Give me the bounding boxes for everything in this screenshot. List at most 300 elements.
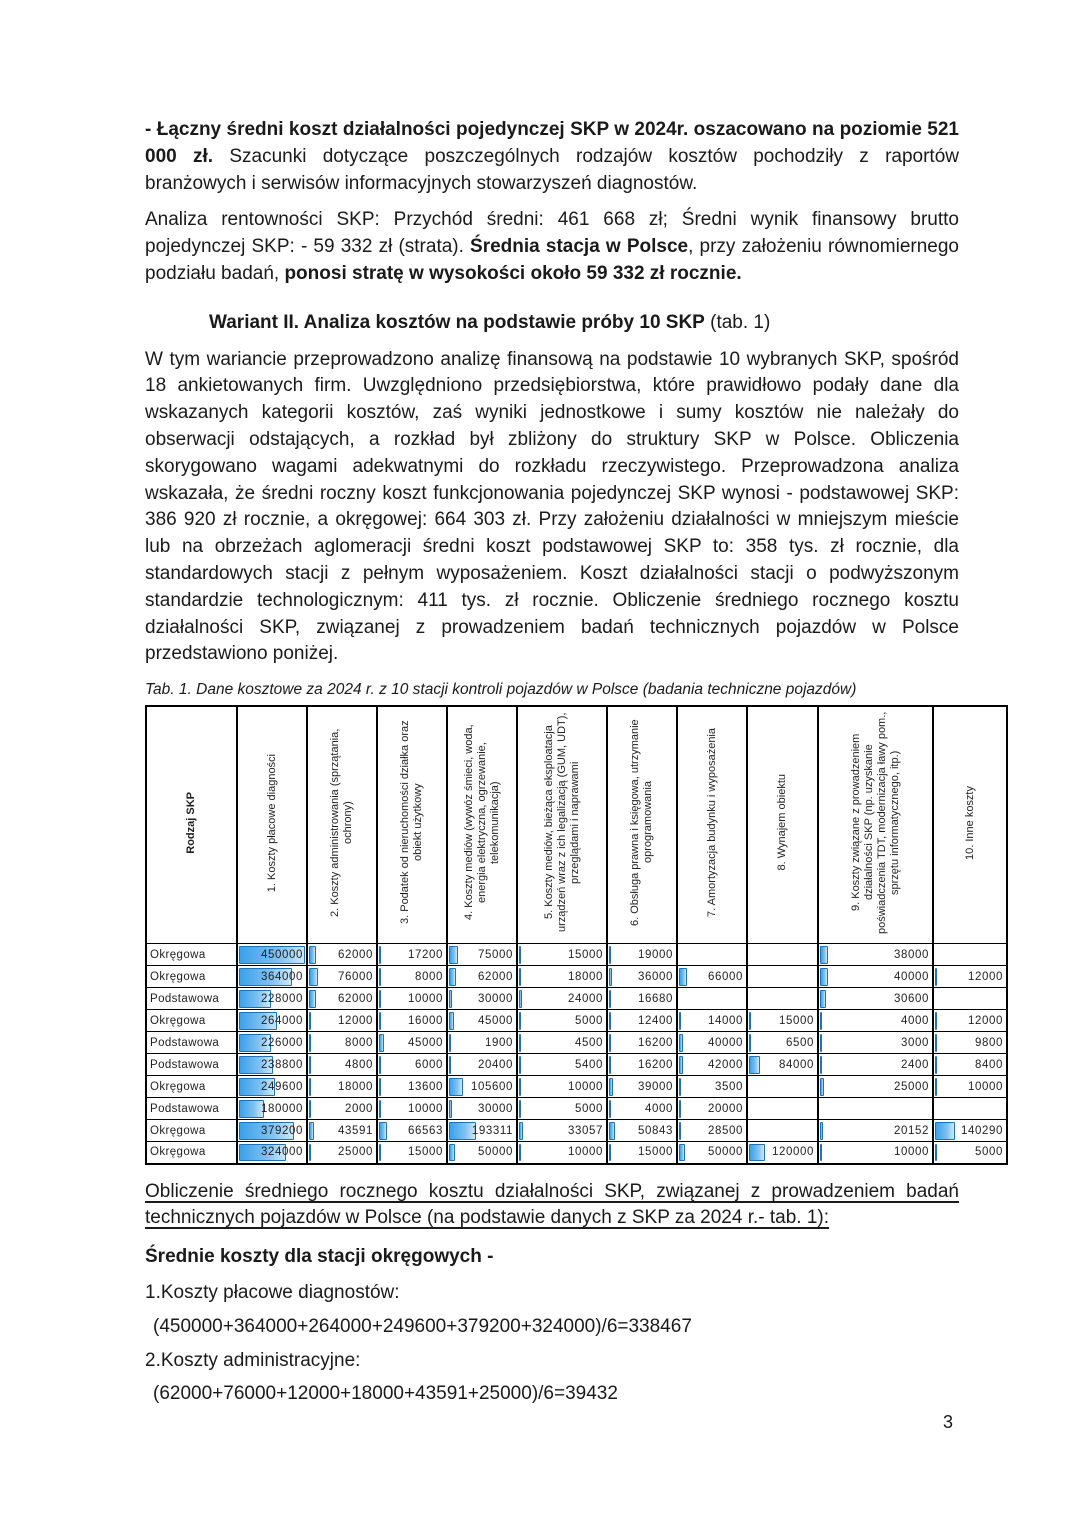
value-cell bbox=[447, 988, 517, 1010]
cell-value: 30600 bbox=[894, 992, 929, 1005]
cell-value: 66000 bbox=[708, 970, 743, 983]
value-cell bbox=[517, 1120, 607, 1142]
value-cell bbox=[237, 1010, 307, 1032]
column-header-label: 10. Inne koszty bbox=[963, 785, 976, 860]
value-cell bbox=[237, 966, 307, 988]
value-cell bbox=[818, 1032, 933, 1054]
value-cell bbox=[607, 1010, 677, 1032]
cell-value: 5400 bbox=[575, 1058, 603, 1071]
value-cell bbox=[933, 1076, 1007, 1098]
data-bar bbox=[935, 1012, 937, 1030]
value-cell bbox=[818, 1076, 933, 1098]
value-cell bbox=[818, 1120, 933, 1142]
value-cell bbox=[747, 1142, 818, 1164]
value-cell bbox=[677, 1120, 747, 1142]
data-bar bbox=[820, 1034, 822, 1052]
cell-value: 40000 bbox=[894, 970, 929, 983]
cell-value: 15000 bbox=[408, 1146, 443, 1159]
value-cell bbox=[747, 1120, 818, 1142]
item1-formula: (450000+364000+264000+249600+379200+324000)/6=338467 bbox=[153, 1315, 692, 1337]
data-bar bbox=[609, 946, 611, 964]
column-header bbox=[517, 706, 607, 944]
cell-value: 2400 bbox=[901, 1058, 929, 1071]
value-cell bbox=[677, 1076, 747, 1098]
value-cell bbox=[818, 1054, 933, 1076]
value-cell bbox=[818, 966, 933, 988]
cell-value: 5000 bbox=[575, 1102, 603, 1115]
column-header bbox=[933, 706, 1007, 944]
value-cell bbox=[377, 944, 447, 966]
section-heading-normal: (tab. 1) bbox=[704, 311, 771, 333]
data-bar bbox=[935, 1034, 937, 1052]
value-cell bbox=[517, 966, 607, 988]
column-header bbox=[447, 706, 517, 944]
value-cell bbox=[517, 1010, 607, 1032]
cell-value: 379200 bbox=[261, 1124, 303, 1137]
cell-value: 39000 bbox=[638, 1080, 673, 1093]
value-cell bbox=[747, 1076, 818, 1098]
cell-value: 20000 bbox=[708, 1102, 743, 1115]
value-cell bbox=[677, 1054, 747, 1076]
cell-value: 66563 bbox=[408, 1124, 443, 1137]
column-header bbox=[677, 706, 747, 944]
cell-value: 450000 bbox=[261, 948, 303, 961]
data-bar bbox=[309, 1100, 311, 1118]
profitability-bold-1: Średnia stacja w Polsce bbox=[470, 236, 689, 258]
data-bar bbox=[449, 1034, 451, 1052]
cell-value: 19000 bbox=[638, 948, 673, 961]
value-cell bbox=[447, 1142, 517, 1164]
value-cell bbox=[377, 1010, 447, 1032]
data-bar bbox=[449, 1144, 455, 1162]
value-cell bbox=[517, 988, 607, 1010]
column-header-rodzaj-skp bbox=[146, 706, 237, 944]
cell-value: 30000 bbox=[478, 1102, 513, 1115]
data-bar bbox=[309, 968, 318, 986]
data-bar bbox=[679, 1078, 681, 1096]
value-cell bbox=[677, 988, 747, 1010]
data-bar bbox=[379, 1012, 381, 1030]
station-type-cell: Okręgowa bbox=[146, 1010, 237, 1032]
cell-value: 16200 bbox=[638, 1036, 673, 1049]
column-header-label: 9. Koszty związane z prowadzeniem działalności SKP (np. uzyskanie poświadczenia TDT, modernizacja ławy pom., sprzętu informatycznego, itp.) bbox=[849, 711, 901, 934]
value-cell bbox=[307, 1032, 377, 1054]
cell-value: 62000 bbox=[338, 992, 373, 1005]
data-bar bbox=[309, 1122, 314, 1140]
value-cell bbox=[447, 944, 517, 966]
closing-underlined-heading bbox=[145, 1179, 959, 1233]
data-bar bbox=[820, 946, 828, 964]
cell-value: 15000 bbox=[779, 1014, 814, 1027]
cell-value: 20152 bbox=[894, 1124, 929, 1137]
value-cell bbox=[677, 966, 747, 988]
value-cell bbox=[818, 1010, 933, 1032]
data-bar bbox=[519, 1034, 521, 1052]
data-bar bbox=[820, 1122, 823, 1140]
value-cell bbox=[933, 1032, 1007, 1054]
cell-value: 193311 bbox=[471, 1124, 513, 1137]
cell-value: 50000 bbox=[478, 1146, 513, 1159]
cell-value: 8400 bbox=[975, 1058, 1003, 1071]
data-bar bbox=[679, 968, 687, 986]
paragraph-total-cost-rest: Szacunki dotyczące poszczególnych rodzajów kosztów pochodziły z raportów branżowych i serwisów informacyjnych stowarzyszeń diagnostów. bbox=[145, 145, 959, 194]
data-bar bbox=[449, 946, 458, 964]
column-header bbox=[747, 706, 818, 944]
data-bar bbox=[820, 1078, 824, 1096]
cell-value: 4500 bbox=[575, 1036, 603, 1049]
cell-value: 4000 bbox=[645, 1102, 673, 1115]
data-bar bbox=[935, 1122, 955, 1140]
data-bar bbox=[519, 1012, 521, 1030]
cell-value: 50843 bbox=[638, 1124, 673, 1137]
value-cell bbox=[747, 1098, 818, 1120]
value-cell bbox=[747, 966, 818, 988]
item1-label: 1.Koszty płacowe diagnostów: bbox=[145, 1282, 400, 1304]
data-bar bbox=[449, 990, 452, 1008]
value-cell bbox=[447, 1032, 517, 1054]
table-row bbox=[146, 988, 1007, 1010]
table-body bbox=[146, 944, 1007, 1164]
cell-value: 3500 bbox=[715, 1080, 743, 1093]
cell-value: 4800 bbox=[345, 1058, 373, 1071]
cell-value: 10000 bbox=[894, 1146, 929, 1159]
data-bar bbox=[519, 946, 521, 964]
value-cell bbox=[677, 1098, 747, 1120]
data-bar bbox=[309, 1144, 311, 1162]
cell-value: 324000 bbox=[261, 1146, 303, 1159]
cell-value: 17200 bbox=[408, 948, 443, 961]
cell-value: 25000 bbox=[338, 1146, 373, 1159]
cell-value: 50000 bbox=[708, 1146, 743, 1159]
value-cell bbox=[933, 1098, 1007, 1120]
data-bar bbox=[309, 1012, 311, 1030]
cell-value: 10000 bbox=[408, 992, 443, 1005]
data-bar bbox=[449, 968, 456, 986]
value-cell bbox=[237, 988, 307, 1010]
item2-label: 2.Koszty administracyjne: bbox=[145, 1349, 361, 1371]
column-header-label: 2. Koszty administrowania (sprzątania, ochrony) bbox=[329, 728, 354, 917]
data-bar bbox=[379, 946, 381, 964]
cell-value: 140290 bbox=[961, 1124, 1003, 1137]
cell-value: 10000 bbox=[408, 1102, 443, 1115]
profitability-text-2: , przy założeniu równomiernego podziału badań, bbox=[145, 236, 959, 284]
cell-value: 20400 bbox=[478, 1058, 513, 1071]
cell-value: 105600 bbox=[471, 1080, 513, 1093]
data-bar bbox=[379, 1122, 387, 1140]
cost-table bbox=[145, 705, 1008, 1165]
station-type-cell: Okręgowa bbox=[146, 1120, 237, 1142]
data-bar bbox=[749, 1034, 751, 1052]
station-type-cell: Podstawowa bbox=[146, 1098, 237, 1120]
data-bar bbox=[609, 968, 612, 986]
data-bar bbox=[679, 1034, 683, 1052]
data-bar bbox=[609, 1078, 613, 1096]
data-bar bbox=[309, 946, 316, 964]
data-bar bbox=[679, 1144, 685, 1162]
value-cell bbox=[677, 1032, 747, 1054]
value-cell bbox=[307, 1142, 377, 1164]
value-cell bbox=[377, 1142, 447, 1164]
cell-value: 364000 bbox=[261, 970, 303, 983]
column-header bbox=[818, 706, 933, 944]
data-bar bbox=[609, 1056, 611, 1074]
cell-value: 28500 bbox=[708, 1124, 743, 1137]
data-bar bbox=[379, 968, 381, 986]
cell-value: 62000 bbox=[338, 948, 373, 961]
cell-value: 6000 bbox=[415, 1058, 443, 1071]
cell-value: 33057 bbox=[568, 1124, 603, 1137]
cell-value: 10000 bbox=[968, 1080, 1003, 1093]
cell-value: 36000 bbox=[638, 970, 673, 983]
value-cell bbox=[747, 988, 818, 1010]
closing-underlined-text: Obliczenie średniego rocznego kosztu działalności SKP, związanej z prowadzeniem badań technicznych pojazdów w Polsce (na podstawie danych z SKP za 2024 r.- tab. 1): bbox=[145, 1180, 959, 1229]
cell-value: 43591 bbox=[338, 1124, 373, 1137]
cell-value: 25000 bbox=[894, 1080, 929, 1093]
cell-value: 16200 bbox=[638, 1058, 673, 1071]
data-bar bbox=[379, 990, 381, 1008]
cell-value: 9800 bbox=[975, 1036, 1003, 1049]
value-cell bbox=[747, 1010, 818, 1032]
value-cell bbox=[307, 1076, 377, 1098]
value-cell bbox=[237, 1076, 307, 1098]
cell-value: 4000 bbox=[901, 1014, 929, 1027]
data-bar bbox=[379, 1078, 381, 1096]
data-bar bbox=[679, 1100, 681, 1118]
data-bar bbox=[379, 1144, 381, 1162]
data-bar bbox=[935, 1078, 937, 1096]
data-bar bbox=[449, 1056, 451, 1074]
value-cell bbox=[237, 1142, 307, 1164]
value-cell bbox=[237, 1120, 307, 1142]
cell-value: 18000 bbox=[338, 1080, 373, 1093]
station-type-cell: Podstawowa bbox=[146, 988, 237, 1010]
cell-value: 76000 bbox=[338, 970, 373, 983]
section-heading-bold: Wariant II. Analiza kosztów na podstawie próby 10 SKP bbox=[209, 311, 705, 333]
value-cell bbox=[747, 1054, 818, 1076]
data-bar bbox=[935, 968, 937, 986]
value-cell bbox=[377, 1076, 447, 1098]
table-row bbox=[146, 1054, 1007, 1076]
data-bar bbox=[679, 1122, 681, 1140]
cell-value: 12400 bbox=[638, 1014, 673, 1027]
value-cell bbox=[747, 944, 818, 966]
station-type-cell: Podstawowa bbox=[146, 1032, 237, 1054]
value-cell bbox=[677, 1142, 747, 1164]
value-cell bbox=[447, 1098, 517, 1120]
value-cell bbox=[818, 1142, 933, 1164]
value-cell bbox=[307, 966, 377, 988]
data-bar bbox=[519, 1122, 523, 1140]
value-cell bbox=[607, 1032, 677, 1054]
cell-value: 13600 bbox=[408, 1080, 443, 1093]
table-row bbox=[146, 966, 1007, 988]
value-cell bbox=[677, 1010, 747, 1032]
cell-value: 15000 bbox=[568, 948, 603, 961]
data-bar bbox=[820, 1144, 822, 1162]
cell-value: 5000 bbox=[975, 1146, 1003, 1159]
closing-bold-line: Średnie koszty dla stacji okręgowych - bbox=[145, 1246, 494, 1268]
column-header-label: 3. Podatek od nieruchomości działka oraz obiekt użytkowy bbox=[399, 720, 424, 925]
cell-value: 16680 bbox=[638, 992, 673, 1005]
cell-value: 10000 bbox=[568, 1080, 603, 1093]
cell-value: 45000 bbox=[478, 1014, 513, 1027]
value-cell bbox=[517, 1142, 607, 1164]
data-bar bbox=[679, 1012, 681, 1030]
value-cell bbox=[237, 1098, 307, 1120]
column-header-label: 7. Amortyzacja budynku i wyposażenia bbox=[705, 728, 718, 918]
value-cell bbox=[377, 988, 447, 1010]
paragraph-total-cost bbox=[145, 117, 959, 197]
cell-value: 12000 bbox=[338, 1014, 373, 1027]
cell-value: 8000 bbox=[345, 1036, 373, 1049]
cell-value: 45000 bbox=[408, 1036, 443, 1049]
value-cell bbox=[307, 944, 377, 966]
value-cell bbox=[447, 1054, 517, 1076]
data-bar bbox=[609, 1100, 611, 1118]
table-row bbox=[146, 1120, 1007, 1142]
table-header-row bbox=[146, 706, 1007, 944]
value-cell bbox=[933, 1120, 1007, 1142]
value-cell bbox=[607, 1120, 677, 1142]
cell-value: 5000 bbox=[575, 1014, 603, 1027]
table-row bbox=[146, 1076, 1007, 1098]
table-row bbox=[146, 1010, 1007, 1032]
cell-value: 1900 bbox=[485, 1036, 513, 1049]
value-cell bbox=[933, 1054, 1007, 1076]
cell-value: 15000 bbox=[638, 1146, 673, 1159]
cell-value: 40000 bbox=[708, 1036, 743, 1049]
paragraph-total-cost-bold: - Łączny średni koszt działalności pojedynczej SKP w 2024r. oszacowano na poziomie 521 000 zł. bbox=[145, 119, 959, 167]
data-bar bbox=[749, 1144, 765, 1162]
document-content bbox=[145, 117, 1003, 1415]
value-cell bbox=[377, 1098, 447, 1120]
cell-value: 42000 bbox=[708, 1058, 743, 1071]
data-bar bbox=[519, 968, 521, 986]
value-cell bbox=[377, 1054, 447, 1076]
paragraph-variant-2: W tym wariancie przeprowadzono analizę finansową na podstawie 10 wybranych SKP, spośród 18 ankietowanych firm. Uwzględniono przedsiębiorstwa, które prawidłowo podały dane dla wskazanych kategorii kosztów, zaś wyniki jednostkowe i sumy kosztów nie należały do obserwacji odstających, a rozkład był zbliżony do struktury SKP w Polsce. Obliczenia skorygowano wagami adekwatnymi do rozkładu rzeczywistego. Przeprowadzona analiza wskazała, że średni roczny koszt funkcjonowania pojedynczej SKP wynosi - podstawowej SKP: 386 920 zł rocznie, a okręgowej: 664 303 zł. Przy założeniu działalności w mniejszym mieście lub na obrzeżach aglomeracji średni koszt podstawowej SKP to: 358 tys. zł rocznie, dla standardowych stacji z pełnym wyposażeniem. Koszt działalności stacji o podwyższonym standardzie technologicznym: 411 tys. zł rocznie. Obliczenie średniego rocznego kosztu działalności SKP, związanej z prowadzeniem badań technicznych pojazdów w Polsce przedstawiono poniżej. bbox=[145, 348, 959, 665]
cell-value: 30000 bbox=[478, 992, 513, 1005]
column-header-label: 1. Koszty płacowe diagności bbox=[265, 753, 278, 892]
cell-value: 8000 bbox=[415, 970, 443, 983]
value-cell bbox=[933, 966, 1007, 988]
column-header-label: Rodzaj SKP bbox=[185, 791, 198, 854]
value-cell bbox=[237, 944, 307, 966]
table-row bbox=[146, 1098, 1007, 1120]
cell-value: 180000 bbox=[261, 1102, 303, 1115]
data-bar bbox=[519, 1144, 521, 1162]
data-bar bbox=[609, 1034, 611, 1052]
value-cell bbox=[237, 1054, 307, 1076]
value-cell bbox=[933, 1010, 1007, 1032]
cell-value: 264000 bbox=[261, 1014, 303, 1027]
value-cell bbox=[307, 1054, 377, 1076]
cell-value: 238800 bbox=[261, 1058, 303, 1071]
value-cell bbox=[607, 1054, 677, 1076]
cell-value: 12000 bbox=[968, 1014, 1003, 1027]
cell-value: 249600 bbox=[261, 1080, 303, 1093]
cell-value: 62000 bbox=[478, 970, 513, 983]
value-cell bbox=[517, 1076, 607, 1098]
value-cell bbox=[818, 1098, 933, 1120]
value-cell bbox=[677, 944, 747, 966]
data-bar bbox=[935, 1056, 937, 1074]
column-header bbox=[307, 706, 377, 944]
data-bar bbox=[609, 990, 611, 1008]
value-cell bbox=[307, 988, 377, 1010]
value-cell bbox=[818, 988, 933, 1010]
value-cell bbox=[933, 944, 1007, 966]
value-cell bbox=[517, 1032, 607, 1054]
station-type-cell: Okręgowa bbox=[146, 1076, 237, 1098]
column-header bbox=[237, 706, 307, 944]
cell-value: 120000 bbox=[772, 1146, 814, 1159]
value-cell bbox=[237, 1032, 307, 1054]
data-bar bbox=[309, 1034, 311, 1052]
value-cell bbox=[307, 1120, 377, 1142]
cell-value: 3000 bbox=[901, 1036, 929, 1049]
section-heading bbox=[145, 310, 959, 337]
data-bar bbox=[309, 1078, 311, 1096]
value-cell bbox=[447, 1120, 517, 1142]
data-bar bbox=[519, 990, 522, 1008]
data-bar bbox=[309, 1056, 311, 1074]
value-cell bbox=[307, 1098, 377, 1120]
table-row bbox=[146, 944, 1007, 966]
cell-value: 16000 bbox=[408, 1014, 443, 1027]
station-type-cell: Okręgowa bbox=[146, 1142, 237, 1164]
data-bar bbox=[449, 1078, 463, 1096]
cell-value: 24000 bbox=[568, 992, 603, 1005]
value-cell bbox=[517, 1054, 607, 1076]
value-cell bbox=[447, 966, 517, 988]
value-cell bbox=[607, 1098, 677, 1120]
value-cell bbox=[377, 1032, 447, 1054]
table-row bbox=[146, 1142, 1007, 1164]
data-bar bbox=[379, 1034, 384, 1052]
cell-value: 14000 bbox=[708, 1014, 743, 1027]
value-cell bbox=[607, 1142, 677, 1164]
value-cell bbox=[747, 1032, 818, 1054]
cell-value: 84000 bbox=[779, 1058, 814, 1071]
profitability-bold-2: ponosi stratę w wysokości około 59 332 zł rocznie. bbox=[284, 262, 742, 284]
cell-value: 10000 bbox=[568, 1146, 603, 1159]
data-bar bbox=[609, 1144, 611, 1162]
cell-value: 6500 bbox=[786, 1036, 814, 1049]
data-bar bbox=[935, 1144, 937, 1162]
column-header-label: 5. Koszty mediów, bieżąca eksploatacja urządzeń wraz z ich legalizacją (GUM, UDT), przeglądami i naprawami bbox=[542, 712, 581, 933]
column-header bbox=[607, 706, 677, 944]
value-cell bbox=[517, 1098, 607, 1120]
cell-value: 12000 bbox=[968, 970, 1003, 983]
column-header-label: 8. Wynajem obiektu bbox=[776, 774, 789, 871]
data-bar bbox=[820, 968, 828, 986]
value-cell bbox=[377, 966, 447, 988]
value-cell bbox=[933, 1142, 1007, 1164]
profitability-text-1: Analiza rentowności SKP: Przychód średni: 461 668 zł; Średni wynik finansowy brutto pojedynczej SKP: - 59 332 zł (strata). bbox=[145, 209, 959, 258]
value-cell bbox=[607, 966, 677, 988]
data-bar bbox=[609, 1122, 615, 1140]
data-bar bbox=[379, 1056, 381, 1074]
value-cell bbox=[307, 1010, 377, 1032]
value-cell bbox=[607, 988, 677, 1010]
column-header-label: 6. Obsługa prawna i księgowa, utrzymanie oprogramowania bbox=[629, 719, 654, 926]
data-bar bbox=[609, 1012, 611, 1030]
data-bar bbox=[449, 1100, 452, 1118]
column-header bbox=[377, 706, 447, 944]
data-bar bbox=[679, 1056, 683, 1074]
value-cell bbox=[607, 1076, 677, 1098]
cell-value: 75000 bbox=[478, 948, 513, 961]
